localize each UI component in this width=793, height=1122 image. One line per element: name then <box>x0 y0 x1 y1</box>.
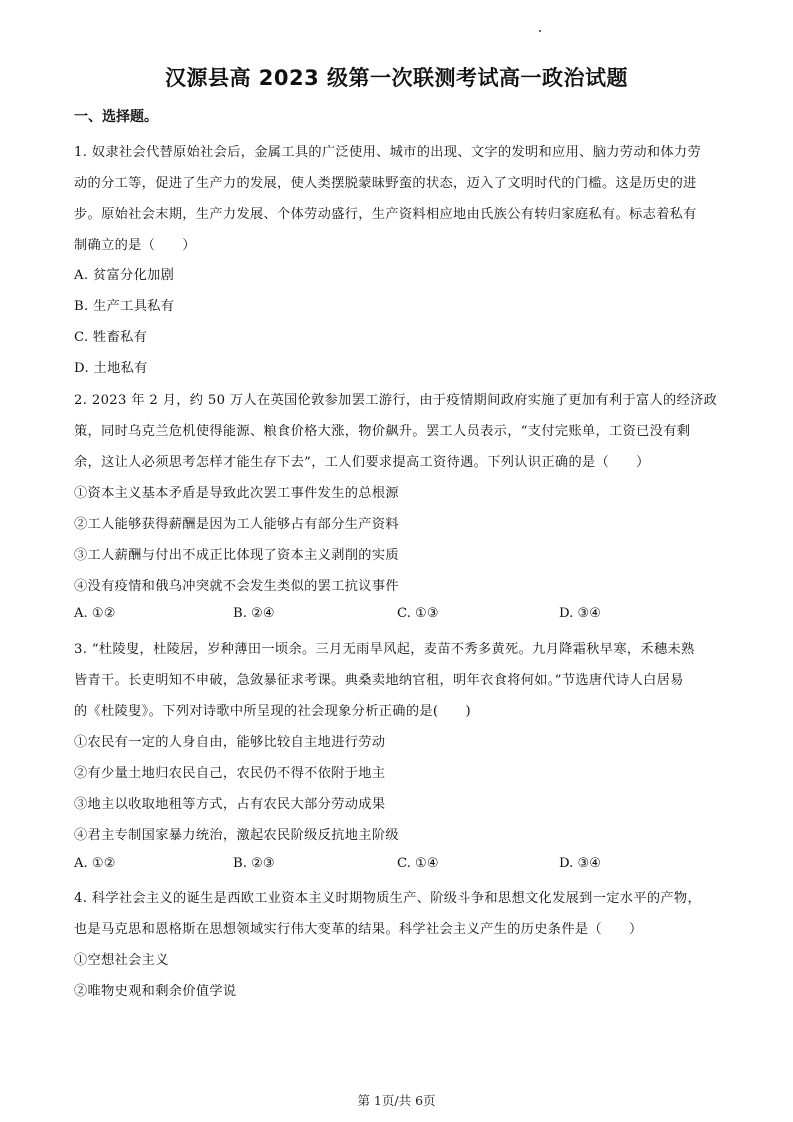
page-footer: 第 1页/共 6页 <box>357 1093 436 1108</box>
q3-text-line: 皆青干。长吏明知不申破，急敛暴征求考课。典桑卖地纳官租，明年衣食将何如。”节选唐代诗人白居易 <box>74 673 684 688</box>
q1-text-line: 动的分工等，促进了生产力的发展，使人类摆脱蒙昧野蛮的状态，迈入了文明时代的门槛。这是历史的进 <box>74 176 697 191</box>
q1-option-b: B. 生产工具私有 <box>74 299 175 314</box>
scan-dot <box>539 30 541 32</box>
q3-statement: ②有少量土地归农民自己，农民仍不得不依附于地主 <box>74 766 386 781</box>
q1-text-line: 1. 奴隶社会代替原始社会后，金属工具的广泛使用、城市的出现、文字的发明和应用、脑力劳动和体力劳 <box>74 145 702 160</box>
q1-text-line: 制确立的是（ ） <box>74 238 196 253</box>
q2-text-line: 策，同时乌克兰危机使得能源、粮食价格大涨，物价飙升。罢工人员表示，“支付完账单，工资已没有剩 <box>74 424 691 439</box>
q1-option-d: D. 土地私有 <box>74 361 148 376</box>
section-heading: 一、选择题。 <box>74 109 158 125</box>
q2-statement: ②工人能够获得薪酬是因为工人能够占有部分生产资料 <box>74 517 399 532</box>
q3-text-line: 的《杜陵叟》。下列对诗歌中所呈现的社会现象分析正确的是( ) <box>74 704 471 719</box>
q2-option-a: A. ①② <box>74 606 116 621</box>
page-title: 汉源县高 2023 级第一次联测考试高一政治试题 <box>164 66 629 90</box>
q3-statement: ①农民有一定的人身自由，能够比较自主地进行劳动 <box>74 735 386 750</box>
q2-statement: ①资本主义基本矛盾是导致此次罢工事件发生的总根源 <box>74 486 399 501</box>
q1-text-line: 步。原始社会末期，生产力发展、个体劳动盛行，生产资料相应地由氏族公有转归家庭私有。标志着私有 <box>74 207 697 222</box>
q3-option-d: D. ③④ <box>559 856 602 871</box>
q1-option-c: C. 牲畜私有 <box>74 330 148 345</box>
q2-option-c: C. ①③ <box>397 606 439 621</box>
q2-statement: ③工人薪酬与付出不成正比体现了资本主义剥削的实质 <box>74 548 399 563</box>
q2-text-line: 2. 2023 年 2 月，约 50 万人在英国伦敦参加罢工游行，由于疫情期间政府实施了更加有利于富人的经济政 <box>74 393 718 408</box>
q4-statement: ①空想社会主义 <box>74 953 169 968</box>
q2-statement: ④没有疫情和俄乌冲突就不会发生类似的罢工抗议事件 <box>74 579 399 594</box>
q2-option-b: B. ②④ <box>233 606 275 621</box>
q3-statement: ④君主专制国家暴力统治，激起农民阶级反抗地主阶级 <box>74 828 399 843</box>
q3-text-line: 3. “杜陵叟，杜陵居，岁种薄田一顷余。三月无雨旱风起，麦苗不秀多黄死。九月降霜秋早寒，禾穗未熟 <box>74 642 695 657</box>
q2-option-d: D. ③④ <box>559 606 602 621</box>
q3-option-c: C. ①④ <box>397 856 439 871</box>
q1-option-a: A. 贫富分化加剧 <box>74 268 175 283</box>
q3-option-b: B. ②③ <box>233 856 275 871</box>
q3-statement: ③地主以收取地租等方式，占有农民大部分劳动成果 <box>74 797 386 812</box>
q4-text-line: 也是马克思和恩格斯在思想领域实行伟大变革的结果。科学社会主义产生的历史条件是（ ） <box>74 922 643 937</box>
q4-text-line: 4. 科学社会主义的诞生是西欧工业资本主义时期物质生产、阶级斗争和思想文化发展到一定水平的产物， <box>74 891 702 906</box>
q2-text-line: 余，这让人必须思考怎样才能生存下去”，工人们要求提高工资待遇。下列认识正确的是（ ） <box>74 455 650 470</box>
q4-statement: ②唯物史观和剩余价值学说 <box>74 984 237 999</box>
q3-option-a: A. ①② <box>74 856 116 871</box>
